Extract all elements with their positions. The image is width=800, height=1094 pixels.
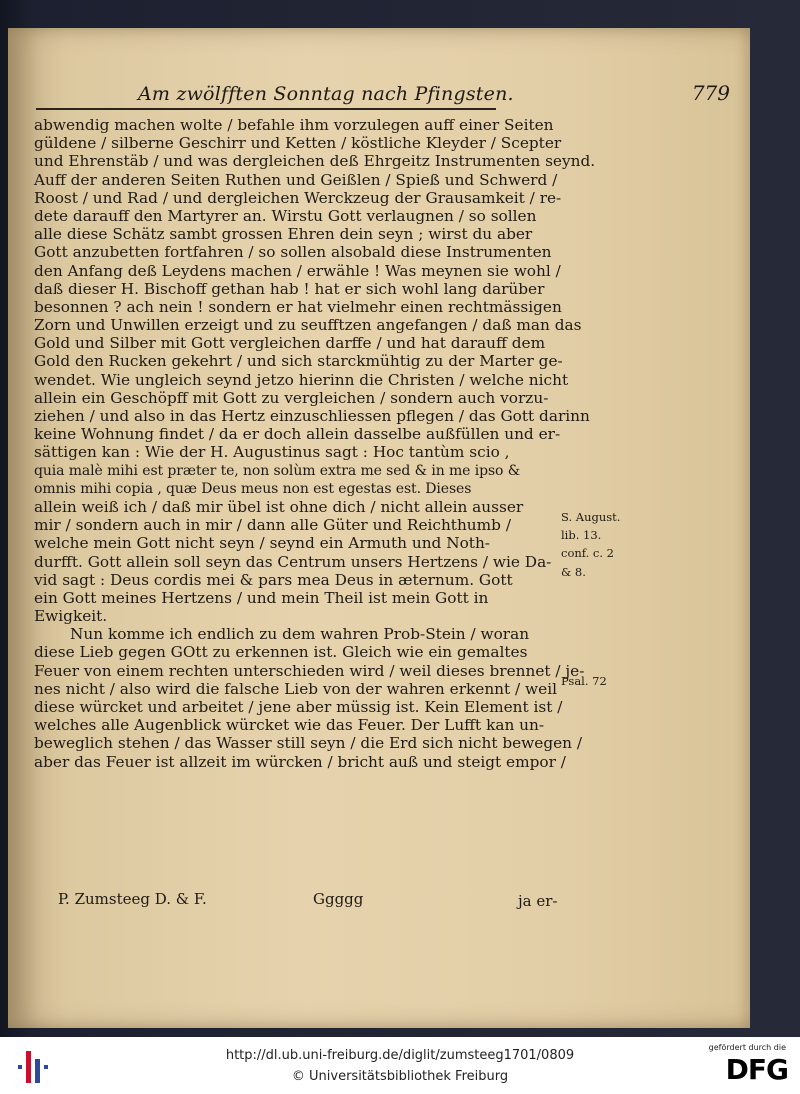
text-line: aber das Feuer ist allzeit im würcken / bricht auß und steigt empor / [34, 752, 566, 771]
text-line: nes nicht / also wird die falsche Lieb von der wahren erkennt / weil [34, 679, 557, 698]
margin-note [561, 581, 651, 599]
header-rule [36, 108, 496, 110]
margin-note: Psal. 72 [561, 673, 607, 688]
permalink-url[interactable]: http://dl.ub.uni-freiburg.de/diglit/zumsteeg1701/0809 [225, 1048, 575, 1063]
text-line: alle diese Schätz sambt grossen Ehren dein seyn ; wirst du aber [34, 225, 533, 244]
text-line: diese würcket und arbeitet / jene aber müssig ist. Kein Element ist / [34, 698, 563, 716]
text-line: mir / sondern auch in mir / dann alle Güter und Reichthumb / [34, 516, 511, 535]
dfg-caption: gefördert durch die [708, 1043, 786, 1052]
page-number: 779 [691, 81, 730, 105]
text-line: Roost / und Rad / und dergleichen Werckzeug der Grausamkeit / re- [34, 188, 562, 207]
viewer-footer-bar [0, 1037, 800, 1094]
text-line: Nun komme ich endlich zu dem wahren Prob-Stein / woran [70, 625, 530, 644]
text-line: diese Lieb gegen GOtt zu erkennen ist. Gleich wie ein gemaltes [34, 643, 528, 662]
margin-note: conf. c. 2 [561, 546, 614, 561]
text-line: dete darauff den Martyrer an. Wirstu Gott verlaugnen / so sollen [34, 206, 537, 225]
margin-note: lib. 13. [561, 528, 602, 543]
margin-notes [561, 508, 651, 690]
running-head: Am zwölfften Sonntag nach Pfingsten. [138, 83, 514, 105]
text-line: quia malè mihi est præter te, non solùm extra me sed & in me ipso & [34, 462, 521, 479]
text-line: Feuer von einem rechten unterschieden wird / weil dieses brennet / je- [34, 661, 585, 680]
text-line: beweglich stehen / das Wasser still seyn / die Erd sich nicht bewegen / [34, 734, 583, 753]
book-page [8, 28, 750, 1028]
margin-note [561, 617, 651, 635]
text-line: ein Gott meines Hertzens / und mein Theil ist mein Gott in [34, 588, 489, 607]
text-line: vid sagt : Deus cordis mei & pars mea Deus in æternum. Gott [34, 570, 513, 589]
text-line: güldene / silberne Geschirr und Ketten / köstliche Kleyder / Scepter [34, 134, 562, 153]
margin-note [561, 654, 651, 672]
text-line: abwendig machen wolte / befahle ihm vorzulegen auff einer Seiten [34, 116, 554, 134]
text-line: Gott anzubetten fortfahren / so sollen alsobald diese Instrumenten [34, 243, 552, 262]
text-line: ziehen / und also in das Hertz einzuschliessen pflegen / das Gott darinn [34, 407, 590, 425]
text-line: welches alle Augenblick würcket wie das Feuer. Der Lufft kan un- [34, 716, 545, 735]
margin-note [561, 599, 651, 617]
text-line: sättigen kan : Wie der H. Augustinus sagt : Hoc tantùm scio , [34, 443, 510, 462]
text-line: allein weiß ich / daß mir übel ist ohne dich / nicht allein ausser [34, 497, 524, 516]
text-line: allein ein Geschöpff mit Gott zu vergleichen / sondern auch vorzu- [34, 388, 549, 407]
printer-signature: P. Zumsteeg D. & F. [58, 890, 207, 908]
text-line: durfft. Gott allein soll seyn das Centrum unsers Hertzens / wie Da- [34, 552, 552, 571]
text-line: Gold den Rucken gekehrt / und sich starckmühtig zu der Marter ge- [34, 352, 563, 371]
text-line: und Ehrenstäb / und was dergleichen deß Ehrgeitz Instrumenten seynd. [34, 152, 596, 171]
text-line: daß dieser H. Bischoff gethan hab ! hat er sich wohl lang darüber [34, 279, 545, 298]
text-line: Gold und Silber mit Gott vergleichen darffe / und hat darauff dem [34, 334, 546, 353]
dfg-logo[interactable]: DFG [725, 1053, 788, 1086]
text-line: keine Wohnung findet / da er doch allein dasselbe außfüllen und er- [34, 425, 561, 444]
margin-note: & 8. [561, 564, 586, 579]
copyright-notice: © Universitätsbibliothek Freiburg [291, 1069, 509, 1084]
catchword: ja er- [518, 892, 558, 910]
page-footer [58, 890, 578, 912]
text-line: wendet. Wie ungleich seynd jetzo hierinn die Christen / welche nicht [34, 370, 569, 389]
text-line: Zorn und Unwillen erzeigt und zu seufftzen angefangen / daß man das [34, 316, 582, 335]
signature-mark: Ggggg [313, 890, 364, 908]
text-line: besonnen ? ach nein ! sondern er hat vielmehr einen rechtmässigen [34, 297, 562, 316]
text-line: Ewigkeit. [34, 607, 108, 626]
margin-note [561, 635, 651, 653]
text-line: omnis mihi copia , quæ Deus meus non est egestas est. Dieses [34, 480, 472, 497]
text-line: den Anfang deß Leydens machen / erwähle ! Was meynen sie wohl / [34, 261, 561, 280]
margin-note: S. August. [561, 510, 621, 524]
text-line: Auff der anderen Seiten Ruthen und Geißlen / Spieß und Schwerd / [34, 170, 558, 189]
text-line: welche mein Gott nicht seyn / seynd ein Armuth und Noth- [34, 534, 490, 553]
